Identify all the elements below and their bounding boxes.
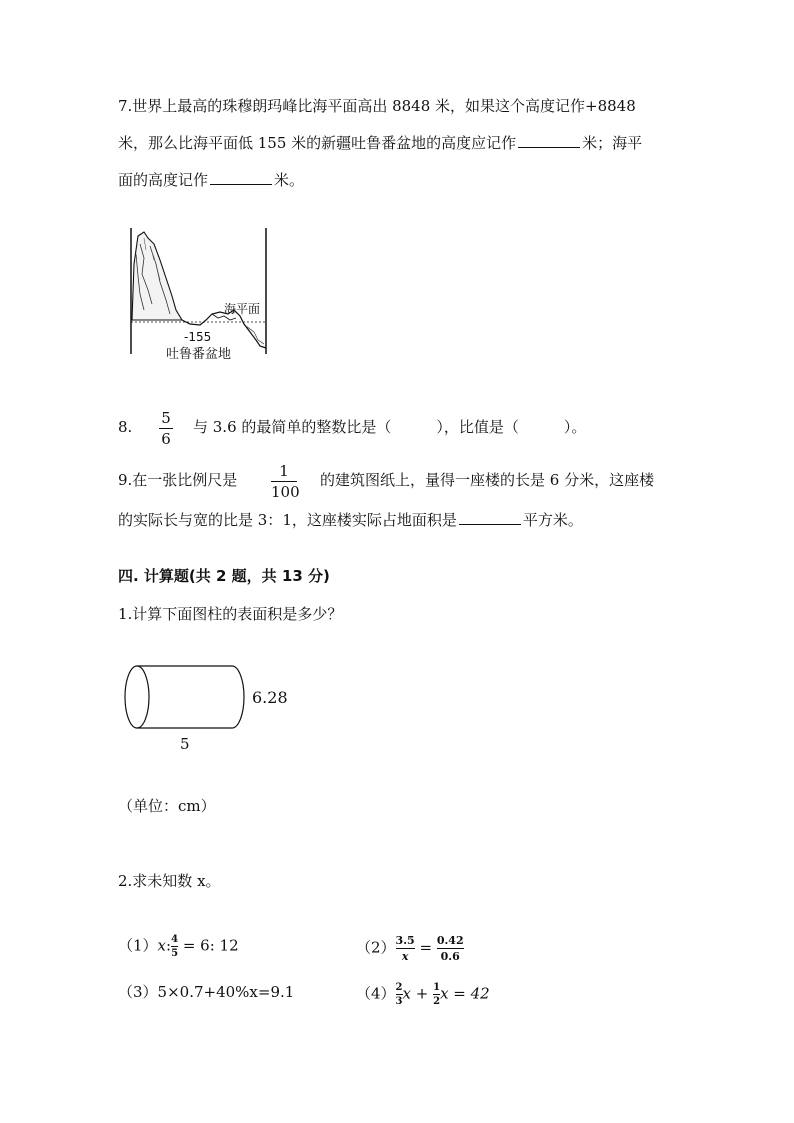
- equation-4: $(4)\frac{2}{3}x + \frac{1}{2}x = 42$: [356, 982, 490, 1007]
- q9-prefix: 9.在一张比例尺是: [118, 471, 238, 489]
- q9-fraction: 1 100: [271, 462, 300, 501]
- sea-level-label: 海平面: [224, 302, 261, 316]
- answer-blank[interactable]: [210, 170, 272, 185]
- mountain-basin-figure: [126, 224, 272, 366]
- answer-blank[interactable]: [518, 133, 580, 148]
- cylinder-figure: [120, 660, 300, 755]
- section-heading: 四. 计算题(共 2 题，共 13 分): [118, 567, 330, 585]
- basin-label: 吐鲁番盆地: [166, 347, 232, 362]
- q9-text: 的建筑图纸上，量得一座楼的长是 6 分米，这座楼: [320, 471, 655, 489]
- calc1-question: 1.计算下面图柱的表面积是多少？: [118, 605, 343, 623]
- cylinder-length-label: 5: [180, 735, 190, 753]
- answer-blank[interactable]: [459, 510, 521, 525]
- q7-line2: 米，那么比海平面低 155 米的新疆吐鲁番盆地的高度应记作 米；海平: [118, 134, 643, 152]
- equation-3: （3）5×0.7+40%x=9.1: [118, 983, 295, 1001]
- q8-prefix: 8.: [118, 418, 133, 436]
- equation-2: $(2)\frac{3.5}{x} = \frac{0.42}{0.6}$: [356, 934, 464, 963]
- cylinder-height-label: 6.28: [252, 688, 288, 707]
- q7-line3: 面的高度记作 米。: [118, 171, 305, 189]
- q9-line2: 的实际长与宽的比是 3：1，这座楼实际占地面积是 平方米。: [118, 511, 583, 529]
- depth-label: -155: [184, 330, 212, 344]
- q7-line1: 7.世界上最高的珠穆朗玛峰比海平面高出 8848 米，如果这个高度记作+8848: [118, 97, 636, 115]
- q8-text: 与 3.6 的最简单的整数比是（ ），比值是（ ）。: [193, 418, 587, 436]
- unit-note: （单位：cm）: [118, 797, 216, 815]
- q8-fraction: 5 6: [159, 409, 173, 448]
- calc2-question: 2.求未知数 x。: [118, 872, 221, 890]
- equation-1: $(1)x:\frac{4}{5} = 6$: 12: [118, 934, 239, 959]
